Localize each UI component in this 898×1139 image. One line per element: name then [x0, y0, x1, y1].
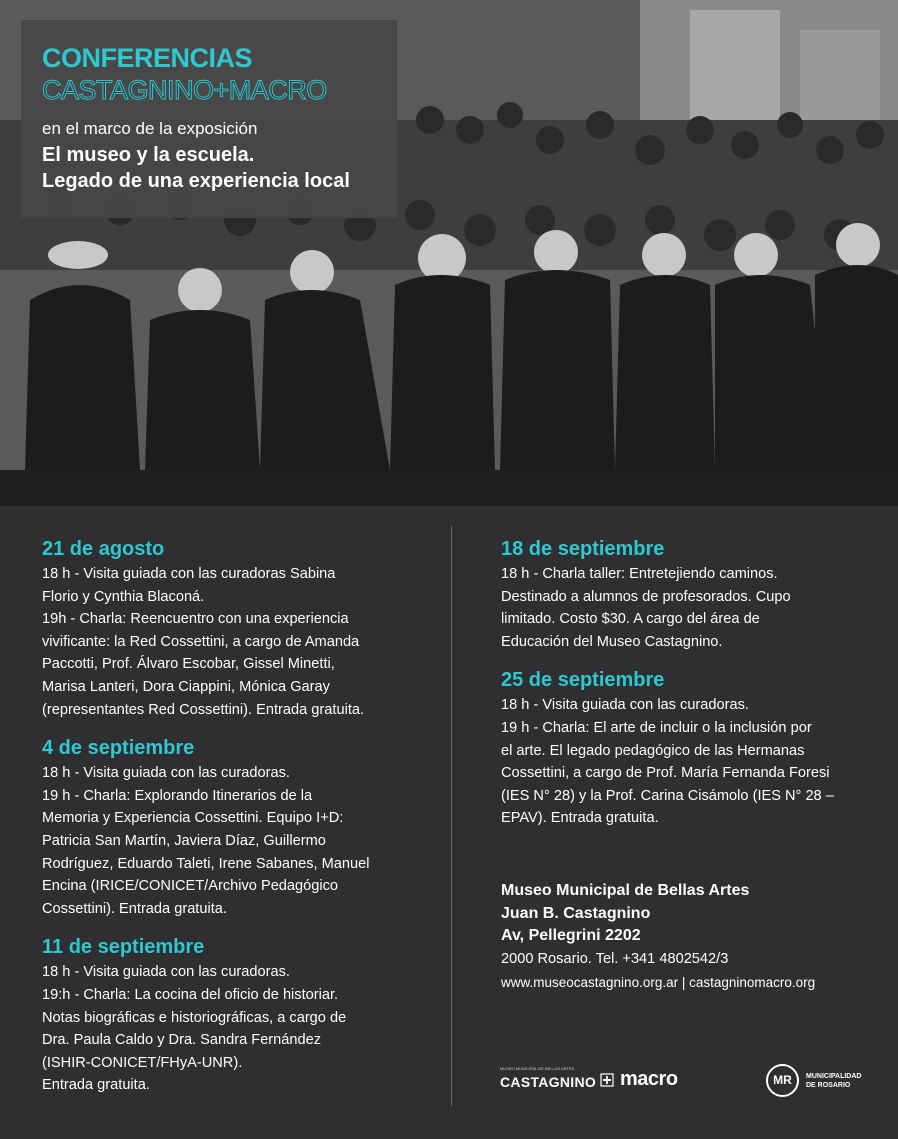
event-text: limitado. Costo $30. A cargo del área de — [501, 611, 760, 628]
castagnino-logo-caption: MUSEO MUNICIPAL DE BELLAS ARTES — [500, 1066, 575, 1071]
event-date: 11 de septiembre — [42, 936, 205, 959]
muni-line1: MUNICIPALIDAD — [806, 1073, 862, 1080]
event-block — [42, 537, 437, 721]
event-block — [42, 935, 437, 1097]
museum-info — [501, 880, 815, 994]
event-text: 19h - Charla: Reencuentro con una experiencia — [42, 611, 349, 628]
museum-websites: www.museocastagnino.org.ar | castagninomacro.org — [501, 975, 816, 991]
event-text: (IES N° 28) y la Prof. Carina Cisámolo (IES N° 28 – — [501, 787, 834, 804]
title-overlay-box — [21, 20, 397, 218]
event-text: Marisa Lanteri, Dora Ciappini, Mónica Garay — [42, 678, 330, 695]
column-divider — [451, 526, 452, 1106]
museum-name-line2: Juan B. Castagnino — [501, 904, 651, 922]
event-text: EPAV). Entrada gratuita. — [501, 810, 659, 827]
exhibit-title-line1: El museo y la escuela. — [42, 144, 255, 166]
museum-name-line1: Museo Municipal de Bellas Artes — [501, 882, 750, 899]
event-text: 18 h - Visita guiada con las curadoras. — [501, 697, 749, 714]
muni-line2: DE ROSARIO — [806, 1081, 851, 1089]
event-text: Educación del Museo Castagnino. — [501, 633, 723, 650]
exhibit-intro: en el marco de la exposición — [42, 119, 258, 138]
event-block — [501, 537, 876, 653]
conference-title: CONFERENCIAS — [42, 43, 253, 73]
event-text: (ISHIR-CONICET/FHyA-UNR). — [42, 1054, 243, 1071]
event-text: Memoria y Experiencia Cossettini. Equipo I+D: — [42, 810, 344, 827]
event-text: (representantes Red Cossettini). Entrada gratuita. — [42, 701, 365, 718]
event-text: Paccotti, Prof. Álvaro Escobar, Gissel Minetti, — [42, 656, 335, 673]
event-block — [42, 736, 437, 920]
castagnino-logo: CASTAGNINO — [500, 1074, 597, 1090]
historical-audience-photo — [0, 0, 898, 506]
event-text: 18 h - Charla taller: Entretejiendo caminos. — [501, 566, 778, 582]
event-text: Cossettini, a cargo de Prof. María Fernanda Foresi — [501, 765, 830, 782]
event-date: 4 de septiembre — [42, 737, 195, 760]
conference-subtitle: CASTAGNINO+MACRO — [42, 75, 327, 105]
museum-address: Av, Pellegrini 2202 — [501, 927, 641, 945]
event-text: 18 h - Visita guiada con las curadoras. — [42, 765, 290, 782]
museum-city-phone: 2000 Rosario. Tel. +341 4802542/3 — [501, 950, 729, 967]
event-block — [501, 668, 876, 830]
events-left-column — [42, 537, 437, 1097]
plus-icon — [600, 1073, 614, 1087]
event-text: Rodríguez, Eduardo Taleti, Irene Sabanes, Manuel — [42, 855, 370, 872]
exhibit-title-line2: Legado de una experiencia local — [42, 170, 350, 192]
event-text: Patricia San Martín, Javiera Díaz, Guillermo — [42, 832, 326, 849]
event-text: Destinado a alumnos de profesorados. Cupo — [501, 588, 791, 605]
events-right-column — [501, 537, 876, 830]
event-text: Florio y Cynthia Blaconá. — [42, 588, 205, 605]
event-date: 25 de septiembre — [501, 669, 665, 692]
event-text: 19:h - Charla: La cocina del oficio de historiar. — [42, 986, 339, 1003]
municipalidad-mr-logo: MR — [766, 1064, 799, 1097]
event-text: 18 h - Visita guiada con las curadoras Sabina — [42, 566, 336, 582]
municipalidad-name — [806, 1073, 861, 1090]
event-text: 19 h - Charla: El arte de incluir o la inclusión por — [501, 719, 812, 736]
event-text: 19 h - Charla: Explorando Itinerarios de la — [42, 787, 313, 804]
event-text: Cossettini). Entrada gratuita. — [42, 900, 227, 917]
event-text: Dra. Paula Caldo y Dra. Sandra Fernández — [42, 1032, 322, 1049]
macro-logo: macro — [620, 1068, 678, 1090]
event-text: Entrada gratuita. — [42, 1077, 150, 1094]
event-text: 18 h - Visita guiada con las curadoras. — [42, 964, 290, 981]
event-text: el arte. El legado pedagógico de las Hermanas — [501, 742, 805, 759]
event-date: 21 de agosto — [42, 538, 165, 560]
event-date: 18 de septiembre — [501, 538, 665, 560]
event-text: vivificante: la Red Cossettini, a cargo de Amanda — [42, 633, 360, 650]
event-text: Encina (IRICE/CONICET/Archivo Pedagógico — [42, 878, 339, 895]
event-text: Notas biográficas e historiográficas, a cargo de — [42, 1009, 347, 1026]
